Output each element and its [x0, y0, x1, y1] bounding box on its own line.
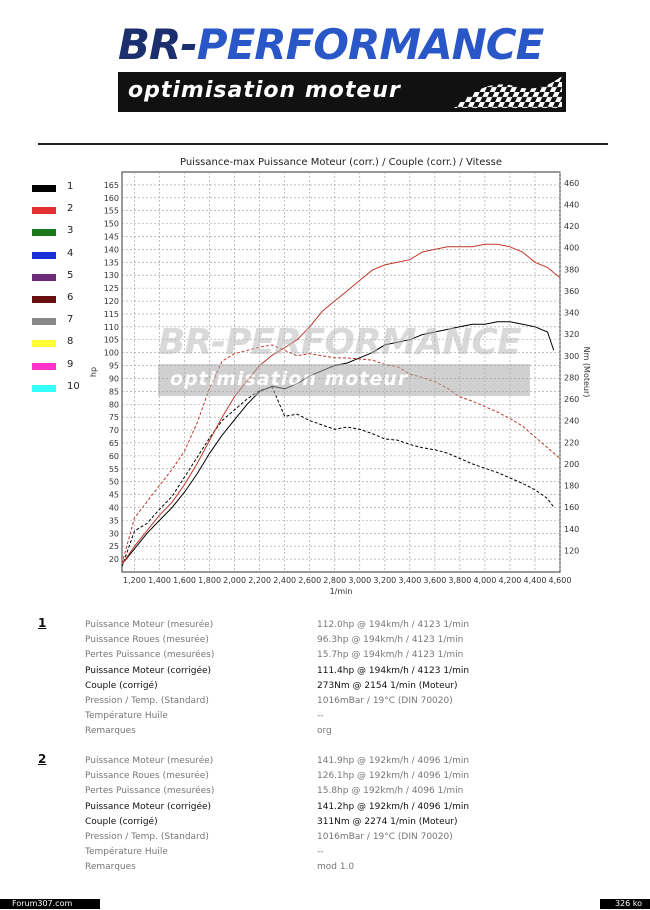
run-row-value: 112.0hp @ 194km/h / 4123 1/min [317, 620, 470, 630]
y-right-tick-label: 180 [564, 481, 580, 491]
run-row [85, 817, 615, 832]
y-left-tick-label: 30 [108, 529, 119, 539]
y-right-tick-label: 340 [564, 308, 580, 318]
y-right-tick-label: 280 [564, 373, 580, 383]
run-row-label: Pertes Puissance (mesurées) [85, 786, 215, 797]
run-row-label: Puissance Roues (mesurée) [85, 771, 209, 782]
y-right-tick-label: 160 [564, 503, 580, 513]
footer-site: Forum307.com [0, 899, 100, 909]
y-right-tick-label: 460 [564, 178, 580, 188]
run-row [85, 862, 615, 877]
run-row-value: 15.7hp @ 194km/h / 4123 1/min [317, 650, 464, 661]
y-left-tick-label: 95 [108, 361, 119, 371]
run-row-label: Température Huile [85, 711, 168, 722]
run-row [85, 786, 615, 801]
run-row-value: 1016mBar / 19°C (DIN 70020) [317, 832, 453, 842]
legend-label: 7 [67, 314, 74, 326]
run-row-label: Pression / Temp. (Standard) [85, 832, 209, 842]
footer-size: 326 ko [600, 899, 650, 909]
y-right-tick-label: 300 [564, 351, 580, 361]
y-left-tick-label: 145 [103, 232, 119, 242]
run-row-label: Pression / Temp. (Standard) [85, 696, 209, 706]
y-right-tick-label: 380 [564, 265, 580, 275]
run-row-label: Pertes Puissance (mesurées) [85, 650, 215, 661]
x-tick-label: 1,400 [148, 576, 171, 585]
run-row-label: Couple (corrigé) [85, 816, 158, 827]
x-tick-label: 4,000 [473, 576, 497, 585]
y-left-tick-label: 100 [103, 348, 119, 358]
y-right-tick-label: 360 [564, 286, 580, 296]
run-row-value: 96.3hp @ 194km/h / 4123 1/min [317, 635, 464, 646]
chart-title: Puissance-max Puissance Moteur (corr.) / Couple (corr.) / Vitesse [179, 157, 503, 168]
legend-label: 1 [67, 181, 74, 192]
run-row [85, 847, 615, 862]
legend-label: 10 [67, 380, 80, 392]
run-row-value: 141.9hp @ 192km/h / 4096 1/min [317, 756, 470, 766]
run-row [85, 620, 615, 635]
legend-label: 3 [67, 225, 74, 237]
y-right-tick-label: 260 [564, 395, 580, 405]
y-right-tick-label: 240 [564, 416, 580, 426]
y-left-tick-label: 160 [103, 193, 119, 203]
x-tick-label: 4,600 [548, 576, 572, 585]
x-tick-label: 1,200 [123, 576, 146, 585]
run-number: 1 [38, 616, 47, 630]
y-left-tick-label: 20 [108, 555, 119, 565]
y-right-tick-label: 220 [564, 438, 580, 448]
plot-area [122, 172, 560, 572]
y-left-tick-label: 35 [108, 516, 119, 526]
run-row-label: Puissance Moteur (mesurée) [85, 756, 214, 766]
run-row-label: Température Huile [85, 847, 168, 858]
run-row-label: Puissance Moteur (mesurée) [85, 620, 214, 630]
x-tick-label: 1,800 [198, 576, 222, 585]
x-tick-label: 4,200 [498, 576, 522, 585]
legend-label: 6 [67, 292, 74, 303]
run-row-label: Remarques [85, 862, 136, 873]
y-left-tick-label: 90 [108, 374, 119, 384]
run-row-value: 126.1hp @ 192km/h / 4096 1/min [317, 771, 470, 782]
logo-title: BR-PERFORMANCE [118, 20, 544, 69]
y-left-tick-label: 70 [108, 426, 119, 436]
y-right-tick-label: 140 [564, 524, 580, 534]
run-row-value: mod 1.0 [317, 862, 355, 873]
y-right-tick-label: 200 [564, 459, 580, 469]
run-row-value: 141.2hp @ 192km/h / 4096 1/min [317, 801, 470, 812]
y-left-tick-label: 45 [108, 490, 119, 500]
run-row-label: Puissance Roues (mesurée) [85, 635, 209, 646]
run-row-label: Puissance Moteur (corrigée) [85, 665, 212, 676]
y-left-tick-label: 125 [103, 284, 119, 294]
run-row-value: 111.4hp @ 194km/h / 4123 1/min [317, 665, 470, 676]
y-left-tick-label: 135 [103, 258, 119, 268]
y-left-tick-label: 115 [103, 309, 119, 319]
y-left-axis-label: hp [89, 366, 98, 378]
run-row [85, 771, 615, 786]
legend-label: 9 [67, 358, 74, 370]
x-tick-label: 2,200 [248, 576, 272, 585]
logo-subtitle: optimisation moteur [128, 78, 401, 103]
y-right-tick-label: 120 [564, 546, 580, 556]
watermark-title: BR-PERFORMANCE [158, 322, 521, 363]
run-row [85, 711, 615, 726]
x-tick-label: 2,400 [273, 576, 297, 585]
y-right-tick-label: 440 [564, 200, 580, 210]
run-row-value: 1016mBar / 19°C (DIN 70020) [317, 696, 453, 706]
x-tick-label: 3,800 [448, 576, 472, 585]
run-row [85, 802, 615, 817]
y-left-tick-label: 165 [103, 180, 119, 190]
legend-label: 5 [67, 269, 74, 281]
y-left-tick-label: 120 [103, 297, 119, 307]
y-right-tick-label: 320 [564, 330, 580, 340]
watermark-subtitle: optimisation moteur [170, 368, 409, 390]
legend-label: 2 [67, 203, 74, 215]
run-row [85, 681, 615, 696]
y-left-tick-label: 55 [108, 464, 119, 474]
run-row [85, 756, 615, 771]
x-tick-label: 3,200 [373, 576, 397, 585]
run-row-value: -- [317, 711, 324, 722]
run-row [85, 696, 615, 711]
run-row [85, 832, 615, 847]
x-axis-label: 1/min [329, 587, 353, 596]
run-row [85, 635, 615, 650]
x-tick-label: 2,600 [298, 576, 322, 585]
y-right-axis-label: Nm (Moteur) [582, 346, 591, 398]
run-row-label: Remarques [85, 726, 136, 737]
y-left-tick-label: 50 [108, 477, 119, 487]
y-left-tick-label: 65 [108, 438, 119, 448]
x-tick-label: 4,400 [523, 576, 547, 585]
y-left-tick-label: 75 [108, 413, 119, 423]
run-row-value: 15.8hp @ 192km/h / 4096 1/min [317, 786, 464, 797]
x-tick-label: 3,400 [398, 576, 422, 585]
run-row-value: 311Nm @ 2274 1/min (Moteur) [317, 816, 458, 827]
y-left-tick-label: 25 [108, 542, 119, 552]
run-row [85, 650, 615, 665]
legend-label: 4 [67, 247, 74, 259]
run-row-value: org [317, 726, 332, 737]
run-row-value: -- [317, 847, 324, 858]
legend-label: 8 [67, 336, 74, 348]
y-left-tick-label: 105 [103, 335, 119, 345]
y-right-tick-label: 420 [564, 222, 580, 232]
run-row [85, 726, 615, 741]
y-right-tick-label: 400 [564, 243, 580, 253]
run-row-label: Puissance Moteur (corrigée) [85, 801, 212, 812]
x-tick-label: 1,600 [173, 576, 197, 585]
run-row-value: 273Nm @ 2154 1/min (Moteur) [317, 680, 458, 691]
y-left-tick-label: 155 [103, 206, 119, 216]
x-tick-label: 3,000 [348, 576, 372, 585]
y-left-tick-label: 130 [103, 271, 119, 281]
y-left-tick-label: 150 [103, 219, 119, 229]
y-left-tick-label: 80 [108, 400, 119, 410]
run-number: 2 [38, 752, 47, 766]
run-row [85, 666, 615, 681]
y-left-tick-label: 140 [103, 245, 119, 255]
x-tick-label: 2,800 [323, 576, 347, 585]
y-left-tick-label: 110 [103, 322, 119, 332]
x-tick-label: 2,000 [223, 576, 247, 585]
y-left-tick-label: 60 [108, 451, 119, 461]
run-row-label: Couple (corrigé) [85, 680, 158, 691]
y-left-tick-label: 40 [108, 503, 119, 513]
y-left-tick-label: 85 [108, 387, 119, 397]
x-tick-label: 3,600 [423, 576, 447, 585]
